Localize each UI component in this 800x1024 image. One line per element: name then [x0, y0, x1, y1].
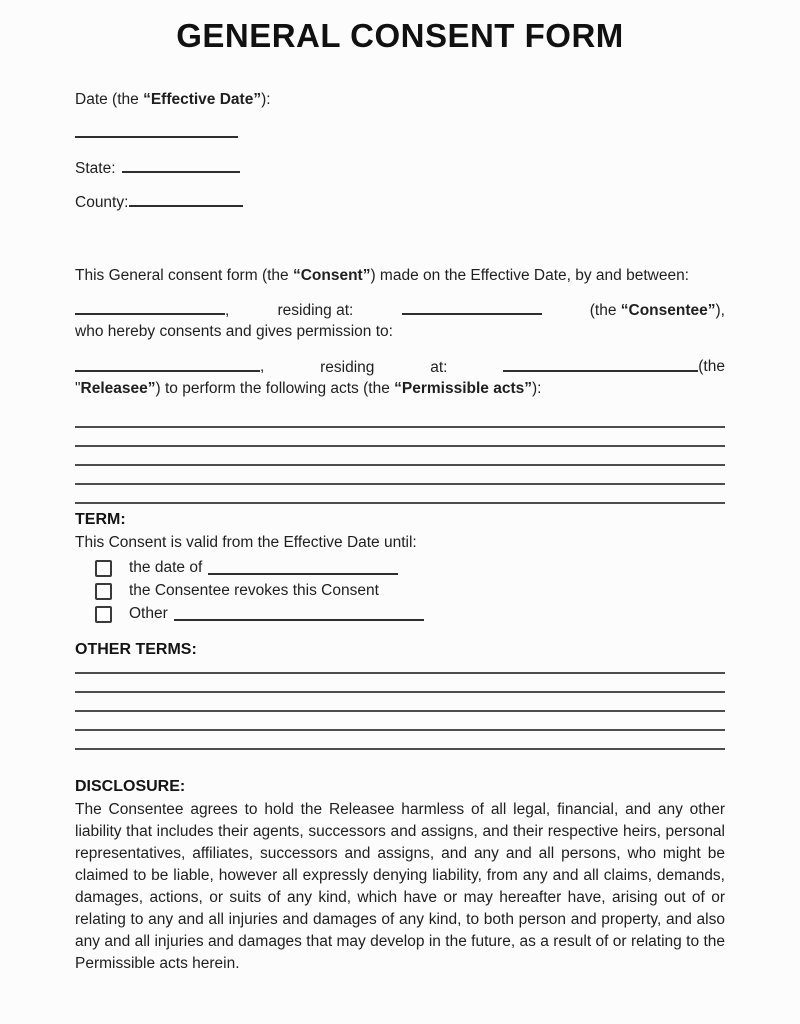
at-label: at:	[430, 358, 448, 376]
page-title: GENERAL CONSENT FORM	[176, 17, 624, 54]
writing-line[interactable]	[75, 691, 725, 693]
term-intro-text: This Consent is valid from the Effective Date until:	[75, 533, 417, 551]
releasee-name-input-line[interactable]	[75, 356, 260, 371]
other-terms-heading: OTHER TERMS:	[75, 640, 197, 658]
term-date-of-checkbox[interactable]	[95, 560, 112, 577]
state-label: State:	[75, 160, 116, 178]
term-option-other	[75, 603, 725, 626]
consentee-designation-text: (the “Consentee”),	[589, 302, 725, 320]
term-other-checkbox[interactable]	[95, 606, 112, 623]
county-label: County:	[75, 194, 129, 212]
permissible-acts-writing-lines	[75, 426, 725, 504]
writing-line[interactable]	[75, 729, 725, 731]
term-option-label: the Consentee revokes this Consent	[129, 582, 379, 600]
releasee-fill-line	[75, 356, 725, 377]
term-option-label: Other	[129, 605, 168, 623]
writing-line[interactable]	[75, 672, 725, 674]
term-option-revoke	[75, 580, 725, 603]
term-revoke-checkbox[interactable]	[95, 583, 112, 600]
state-field	[75, 158, 725, 179]
term-other-input-line[interactable]	[174, 607, 424, 621]
consentee-fill-line	[75, 300, 725, 321]
writing-line[interactable]	[75, 464, 725, 466]
releasee-address-input-line[interactable]	[503, 356, 698, 371]
consentee-clause-line2: who hereby consents and gives permission to:	[75, 323, 393, 341]
state-input-line[interactable]	[122, 158, 240, 173]
term-date-input-line[interactable]	[208, 561, 398, 575]
writing-line[interactable]	[75, 426, 725, 428]
writing-line[interactable]	[75, 483, 725, 485]
county-field	[75, 192, 725, 213]
consentee-name-input-line[interactable]	[75, 300, 225, 315]
county-input-line[interactable]	[129, 192, 243, 207]
the-text: (the	[698, 358, 725, 376]
writing-line[interactable]	[75, 710, 725, 712]
term-options	[75, 557, 725, 626]
disclosure-heading: DISCLOSURE:	[75, 777, 186, 795]
writing-line[interactable]	[75, 748, 725, 750]
intro-paragraph: This General consent form (the “Consent”) made on the Effective Date, by and between:	[75, 267, 689, 285]
releasee-clause-line2: "Releasee”) to perform the following acts (the “Permissible acts”):	[75, 379, 542, 397]
consentee-address-input-line[interactable]	[402, 300, 542, 315]
term-heading: TERM:	[75, 510, 126, 528]
effective-date-input-line[interactable]	[75, 124, 238, 138]
comma-text: ,	[260, 358, 265, 376]
term-option-date-of	[75, 557, 725, 580]
effective-date-label: Date (the “Effective Date”):	[75, 90, 271, 108]
other-terms-writing-lines	[75, 672, 725, 750]
writing-line[interactable]	[75, 445, 725, 447]
writing-line[interactable]	[75, 502, 725, 504]
disclosure-paragraph: The Consentee agrees to hold the Releasee harmless of all legal, financial, and any other liability that includes their agents, successors and assigns, and their respective heirs, personal representatives, affiliates, successors and assigns, and any and all persons, who might be claimed to be liable, however all expressly denying liability, from any and all claims, demands, damages, actions, or suits of any kind, which have or may hereafter have, arising out of or relating to any and all injuries and damages of any kind, to both person and property, and also any and all injuries and damages that may develop in the future, as a result of or relating to the Permissible acts herein.	[75, 800, 725, 972]
comma-text: ,	[225, 302, 230, 320]
residing-label: residing	[320, 358, 375, 376]
term-option-label: the date of	[129, 559, 203, 577]
residing-at-label: residing at:	[277, 302, 354, 320]
